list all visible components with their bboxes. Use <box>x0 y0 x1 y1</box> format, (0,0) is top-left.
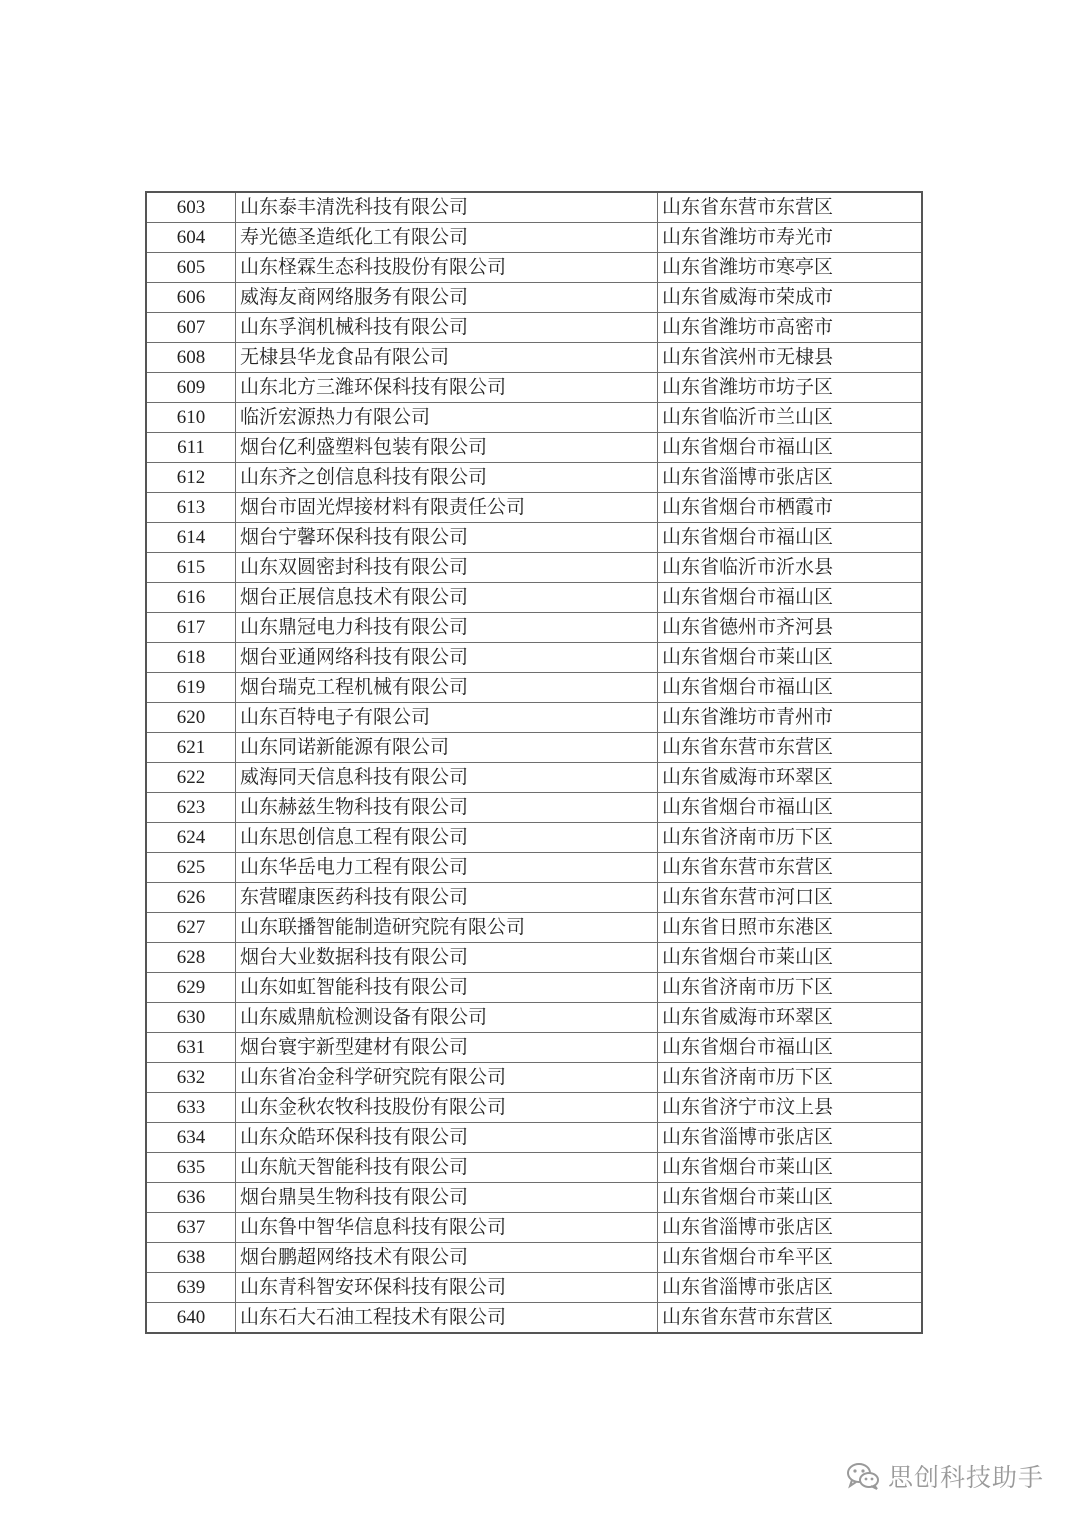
company-name: 山东双圆密封科技有限公司 <box>236 553 658 583</box>
row-number: 604 <box>146 223 236 253</box>
table-row <box>146 313 922 343</box>
table-row <box>146 1213 922 1243</box>
row-number: 640 <box>146 1303 236 1334</box>
company-location: 山东省烟台市福山区 <box>658 793 923 823</box>
company-location: 山东省淄博市张店区 <box>658 1123 923 1153</box>
company-location: 山东省烟台市莱山区 <box>658 643 923 673</box>
table-row <box>146 673 922 703</box>
row-number: 624 <box>146 823 236 853</box>
company-name: 临沂宏源热力有限公司 <box>236 403 658 433</box>
company-name: 烟台鹏超网络技术有限公司 <box>236 1243 658 1273</box>
company-location: 山东省淄博市张店区 <box>658 1213 923 1243</box>
table-row <box>146 1303 922 1334</box>
row-number: 620 <box>146 703 236 733</box>
table-row <box>146 1273 922 1303</box>
company-name: 烟台宁馨环保科技有限公司 <box>236 523 658 553</box>
company-name: 烟台市固光焊接材料有限责任公司 <box>236 493 658 523</box>
row-number: 632 <box>146 1063 236 1093</box>
company-name: 烟台亿利盛塑料包装有限公司 <box>236 433 658 463</box>
company-name: 山东孚润机械科技有限公司 <box>236 313 658 343</box>
row-number: 629 <box>146 973 236 1003</box>
row-number: 635 <box>146 1153 236 1183</box>
table-row <box>146 1093 922 1123</box>
table-row <box>146 343 922 373</box>
table-row <box>146 973 922 1003</box>
company-name: 山东威鼎航检测设备有限公司 <box>236 1003 658 1033</box>
table-row <box>146 823 922 853</box>
row-number: 621 <box>146 733 236 763</box>
row-number: 614 <box>146 523 236 553</box>
row-number: 633 <box>146 1093 236 1123</box>
company-name: 山东省冶金科学研究院有限公司 <box>236 1063 658 1093</box>
table-row <box>146 613 922 643</box>
company-location: 山东省临沂市兰山区 <box>658 403 923 433</box>
company-location: 山东省日照市东港区 <box>658 913 923 943</box>
table-row <box>146 403 922 433</box>
company-name: 烟台寰宇新型建材有限公司 <box>236 1033 658 1063</box>
row-number: 607 <box>146 313 236 343</box>
row-number: 618 <box>146 643 236 673</box>
company-location: 山东省烟台市福山区 <box>658 673 923 703</box>
row-number: 638 <box>146 1243 236 1273</box>
company-name: 烟台瑞克工程机械有限公司 <box>236 673 658 703</box>
company-name: 山东华岳电力工程有限公司 <box>236 853 658 883</box>
company-name: 山东鲁中智华信息科技有限公司 <box>236 1213 658 1243</box>
company-location: 山东省淄博市张店区 <box>658 463 923 493</box>
company-location: 山东省东营市东营区 <box>658 733 923 763</box>
row-number: 609 <box>146 373 236 403</box>
company-name: 山东泰丰清洗科技有限公司 <box>236 192 658 223</box>
row-number: 630 <box>146 1003 236 1033</box>
company-table-body <box>146 192 922 1333</box>
company-name: 山东同诺新能源有限公司 <box>236 733 658 763</box>
row-number: 606 <box>146 283 236 313</box>
company-name: 东营曜康医药科技有限公司 <box>236 883 658 913</box>
table-row <box>146 703 922 733</box>
row-number: 616 <box>146 583 236 613</box>
table-row <box>146 793 922 823</box>
table-row <box>146 1153 922 1183</box>
company-location: 山东省烟台市栖霞市 <box>658 493 923 523</box>
row-number: 613 <box>146 493 236 523</box>
row-number: 611 <box>146 433 236 463</box>
company-location: 山东省济南市历下区 <box>658 973 923 1003</box>
company-name: 山东航天智能科技有限公司 <box>236 1153 658 1183</box>
company-name: 寿光德圣造纸化工有限公司 <box>236 223 658 253</box>
company-name: 威海友商网络服务有限公司 <box>236 283 658 313</box>
company-name: 无棣县华龙食品有限公司 <box>236 343 658 373</box>
row-number: 631 <box>146 1033 236 1063</box>
table-row <box>146 1063 922 1093</box>
company-location: 山东省德州市齐河县 <box>658 613 923 643</box>
wechat-icon <box>846 1461 880 1491</box>
table-row <box>146 493 922 523</box>
table-row <box>146 733 922 763</box>
table-row <box>146 583 922 613</box>
company-location: 山东省烟台市福山区 <box>658 433 923 463</box>
row-number: 634 <box>146 1123 236 1153</box>
company-location: 山东省烟台市福山区 <box>658 583 923 613</box>
company-location: 山东省临沂市沂水县 <box>658 553 923 583</box>
company-name: 山东百特电子有限公司 <box>236 703 658 733</box>
watermark-text: 思创科技助手 <box>887 1463 1044 1492</box>
company-location: 山东省潍坊市高密市 <box>658 313 923 343</box>
company-name: 山东柽霖生态科技股份有限公司 <box>236 253 658 283</box>
company-location: 山东省东营市东营区 <box>658 1303 923 1334</box>
row-number: 617 <box>146 613 236 643</box>
row-number: 637 <box>146 1213 236 1243</box>
table-row <box>146 1183 922 1213</box>
company-name: 烟台正展信息技术有限公司 <box>236 583 658 613</box>
company-name: 山东鼎冠电力科技有限公司 <box>236 613 658 643</box>
table-row <box>146 1123 922 1153</box>
row-number: 623 <box>146 793 236 823</box>
company-location: 山东省威海市荣成市 <box>658 283 923 313</box>
company-name: 山东石大石油工程技术有限公司 <box>236 1303 658 1334</box>
table-row <box>146 192 922 223</box>
table-row <box>146 523 922 553</box>
company-location: 山东省烟台市福山区 <box>658 1033 923 1063</box>
watermark <box>846 1458 1044 1494</box>
row-number: 636 <box>146 1183 236 1213</box>
company-name: 烟台亚通网络科技有限公司 <box>236 643 658 673</box>
company-location: 山东省烟台市牟平区 <box>658 1243 923 1273</box>
table-row <box>146 433 922 463</box>
company-location: 山东省潍坊市寒亭区 <box>658 253 923 283</box>
company-name: 山东齐之创信息科技有限公司 <box>236 463 658 493</box>
company-name: 山东众皓环保科技有限公司 <box>236 1123 658 1153</box>
company-name: 山东联播智能制造研究院有限公司 <box>236 913 658 943</box>
company-location: 山东省淄博市张店区 <box>658 1273 923 1303</box>
company-location: 山东省威海市环翠区 <box>658 1003 923 1033</box>
table-row <box>146 1003 922 1033</box>
company-location: 山东省济南市历下区 <box>658 1063 923 1093</box>
company-location: 山东省济南市历下区 <box>658 823 923 853</box>
company-location: 山东省滨州市无棣县 <box>658 343 923 373</box>
table-row <box>146 943 922 973</box>
company-location: 山东省东营市河口区 <box>658 883 923 913</box>
company-location: 山东省东营市东营区 <box>658 853 923 883</box>
table-row <box>146 913 922 943</box>
row-number: 610 <box>146 403 236 433</box>
row-number: 612 <box>146 463 236 493</box>
company-location: 山东省烟台市福山区 <box>658 523 923 553</box>
company-name: 山东金秋农牧科技股份有限公司 <box>236 1093 658 1123</box>
table-row <box>146 853 922 883</box>
company-location: 山东省威海市环翠区 <box>658 763 923 793</box>
row-number: 605 <box>146 253 236 283</box>
table-row <box>146 763 922 793</box>
row-number: 619 <box>146 673 236 703</box>
row-number: 615 <box>146 553 236 583</box>
table-row <box>146 883 922 913</box>
table-row <box>146 373 922 403</box>
company-location: 山东省济宁市汶上县 <box>658 1093 923 1123</box>
company-location: 山东省烟台市莱山区 <box>658 1183 923 1213</box>
table-row <box>146 223 922 253</box>
company-name: 烟台大业数据科技有限公司 <box>236 943 658 973</box>
company-location: 山东省东营市东营区 <box>658 192 923 223</box>
row-number: 625 <box>146 853 236 883</box>
row-number: 603 <box>146 192 236 223</box>
table-row <box>146 253 922 283</box>
company-location: 山东省潍坊市青州市 <box>658 703 923 733</box>
row-number: 628 <box>146 943 236 973</box>
company-name: 山东北方三潍环保科技有限公司 <box>236 373 658 403</box>
table-row <box>146 643 922 673</box>
company-name: 山东思创信息工程有限公司 <box>236 823 658 853</box>
row-number: 627 <box>146 913 236 943</box>
row-number: 608 <box>146 343 236 373</box>
company-name: 山东青科智安环保科技有限公司 <box>236 1273 658 1303</box>
table-row <box>146 1243 922 1273</box>
row-number: 622 <box>146 763 236 793</box>
company-name: 山东如虹智能科技有限公司 <box>236 973 658 1003</box>
company-name: 山东赫兹生物科技有限公司 <box>236 793 658 823</box>
company-location: 山东省烟台市莱山区 <box>658 943 923 973</box>
company-location: 山东省潍坊市寿光市 <box>658 223 923 253</box>
row-number: 626 <box>146 883 236 913</box>
table-row <box>146 1033 922 1063</box>
company-location: 山东省烟台市莱山区 <box>658 1153 923 1183</box>
table-row <box>146 283 922 313</box>
table-row <box>146 553 922 583</box>
row-number: 639 <box>146 1273 236 1303</box>
table-row <box>146 463 922 493</box>
company-location: 山东省潍坊市坊子区 <box>658 373 923 403</box>
company-table <box>145 191 923 1334</box>
company-name: 威海同天信息科技有限公司 <box>236 763 658 793</box>
company-name: 烟台鼎昊生物科技有限公司 <box>236 1183 658 1213</box>
